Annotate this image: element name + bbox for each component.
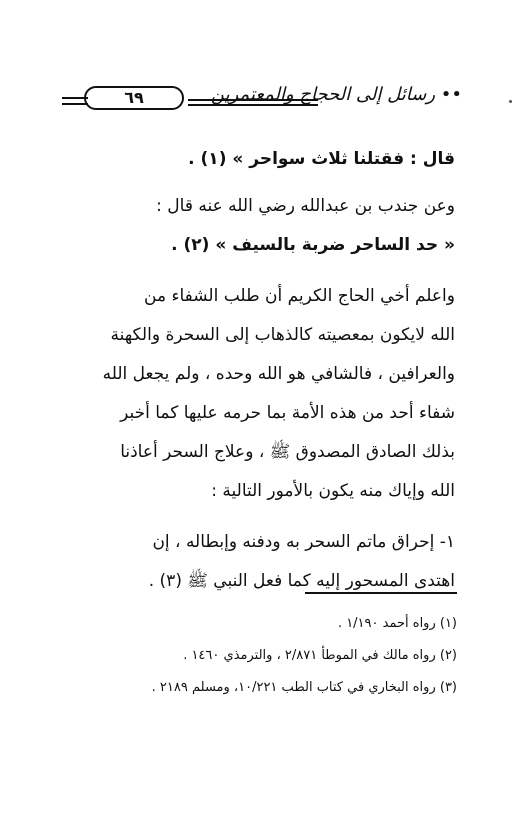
page-number-badge: ٦٩	[84, 86, 184, 110]
header-title: •• رسائل إلى الحجاج والمعتمرين	[210, 84, 462, 105]
footnotes	[57, 608, 457, 704]
footnote-3: (٣) رواه البخاري في كتاب الطب ١٠/٢٢١، ومسلم ٢١٨٩ .	[151, 680, 457, 695]
paragraph-1	[61, 140, 455, 179]
text-line: بذلك الصادق المصدوق ﷺ ، وعلاج السحر أعاذنا	[120, 442, 455, 462]
paragraph-3	[61, 277, 455, 511]
text-line: اهتدى المسحور إليه كما فعل النبي ﷺ (٣) .	[148, 571, 455, 591]
footnote-2: (٢) رواه مالك في الموطأ ٢/٨٧١ ، والترمذي ١٤٦٠ .	[183, 648, 457, 663]
margin-speck	[509, 100, 512, 103]
text-line: قال : فقتلنا ثلاث سواحر » (١) .	[188, 149, 455, 169]
text-line: الله لايكون بمعصيته كالذهاب إلى السحرة والكهنة	[110, 325, 455, 345]
text-line: « حد الساحر ضربة بالسيف » (٢) .	[171, 235, 455, 255]
running-header	[62, 82, 462, 114]
header-rule	[188, 99, 318, 106]
text-line: الله وإياك منه يكون بالأمور التالية :	[211, 481, 455, 501]
paragraph-4	[61, 523, 455, 601]
main-text	[61, 140, 455, 601]
text-line: ١- إحراق ماتم السحر به ودفنه وإبطاله ، إن	[152, 532, 455, 552]
text-line: والعرافين ، فالشافي هو الله وحده ، ولم يجعل الله	[102, 364, 455, 384]
text-line: واعلم أخي الحاج الكريم أن طلب الشفاء من	[144, 286, 455, 306]
paragraph-2	[61, 187, 455, 265]
footnote-separator	[305, 592, 457, 594]
footnote-1: (١) رواه أحمد ١/١٩٠ .	[337, 616, 457, 631]
header-rule-end	[62, 97, 88, 105]
text-line: شفاء أحد من هذه الأمة بما حرمه عليها كما أخبر	[120, 403, 455, 423]
text-line: وعن جندب بن عبدالله رضي الله عنه قال :	[156, 196, 455, 216]
